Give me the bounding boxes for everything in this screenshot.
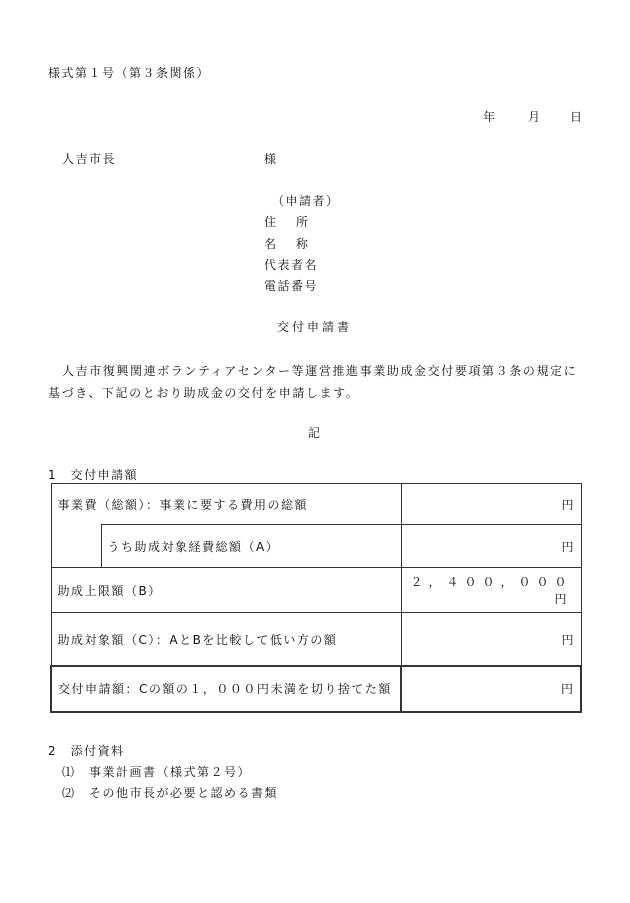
date-month: 月 <box>528 110 542 124</box>
row-label: 交付申請額：Cの額の１，０００円未満を切り捨てた額 <box>51 666 401 712</box>
table-row <box>51 613 581 667</box>
row-value: 円 <box>401 525 581 568</box>
date-day: 日 <box>570 110 584 124</box>
row-label: うち助成対象経費総額（A） <box>101 525 401 568</box>
table-row <box>51 666 581 712</box>
amount-table <box>50 483 582 713</box>
row-value: 円 <box>401 484 581 525</box>
table-row <box>51 484 581 525</box>
date-year: 年 <box>483 110 497 124</box>
attachment-item: ⑴ 事業計画書（様式第２号） <box>62 765 252 779</box>
address-label: 住所 <box>264 215 329 229</box>
row-label: 助成対象額（C）：AとBを比較して低い方の額 <box>51 613 401 667</box>
document-title: 交付申請書 <box>277 320 353 334</box>
table-row <box>51 568 581 613</box>
row-value: 円 <box>401 666 581 712</box>
row-value: 円 <box>401 613 581 667</box>
table-row <box>51 525 581 568</box>
form-number: 様式第１号（第３条関係） <box>48 66 211 80</box>
representative-label: 代表者名 <box>264 258 319 272</box>
phone-label: 電話番号 <box>264 279 319 293</box>
section1-heading: 1 交付申請額 <box>48 468 139 482</box>
applicant-heading: （申請者） <box>272 194 340 208</box>
row-label: 助成上限額（B） <box>51 568 401 613</box>
attachment-item: ⑵ その他市長が必要と認める書類 <box>62 786 279 800</box>
blank-indent-cell <box>51 525 101 568</box>
row-label: 事業費（総額）：事業に要する費用の総額 <box>51 484 401 525</box>
addressee-name: 人吉市長 <box>62 152 117 166</box>
addressee-honorific: 様 <box>264 152 278 166</box>
section2-heading: 2 添付資料 <box>48 744 125 758</box>
body-paragraph: 人吉市復興関連ボランティアセンター等運営推進事業助成金交付要項第３条の規定に基づき、下記のとおり助成金の交付を申請します。 <box>48 364 578 400</box>
ki-marker: 記 <box>308 426 322 440</box>
name-label: 名称 <box>264 237 329 251</box>
row-value: ２，４００，０００円 <box>401 568 581 613</box>
